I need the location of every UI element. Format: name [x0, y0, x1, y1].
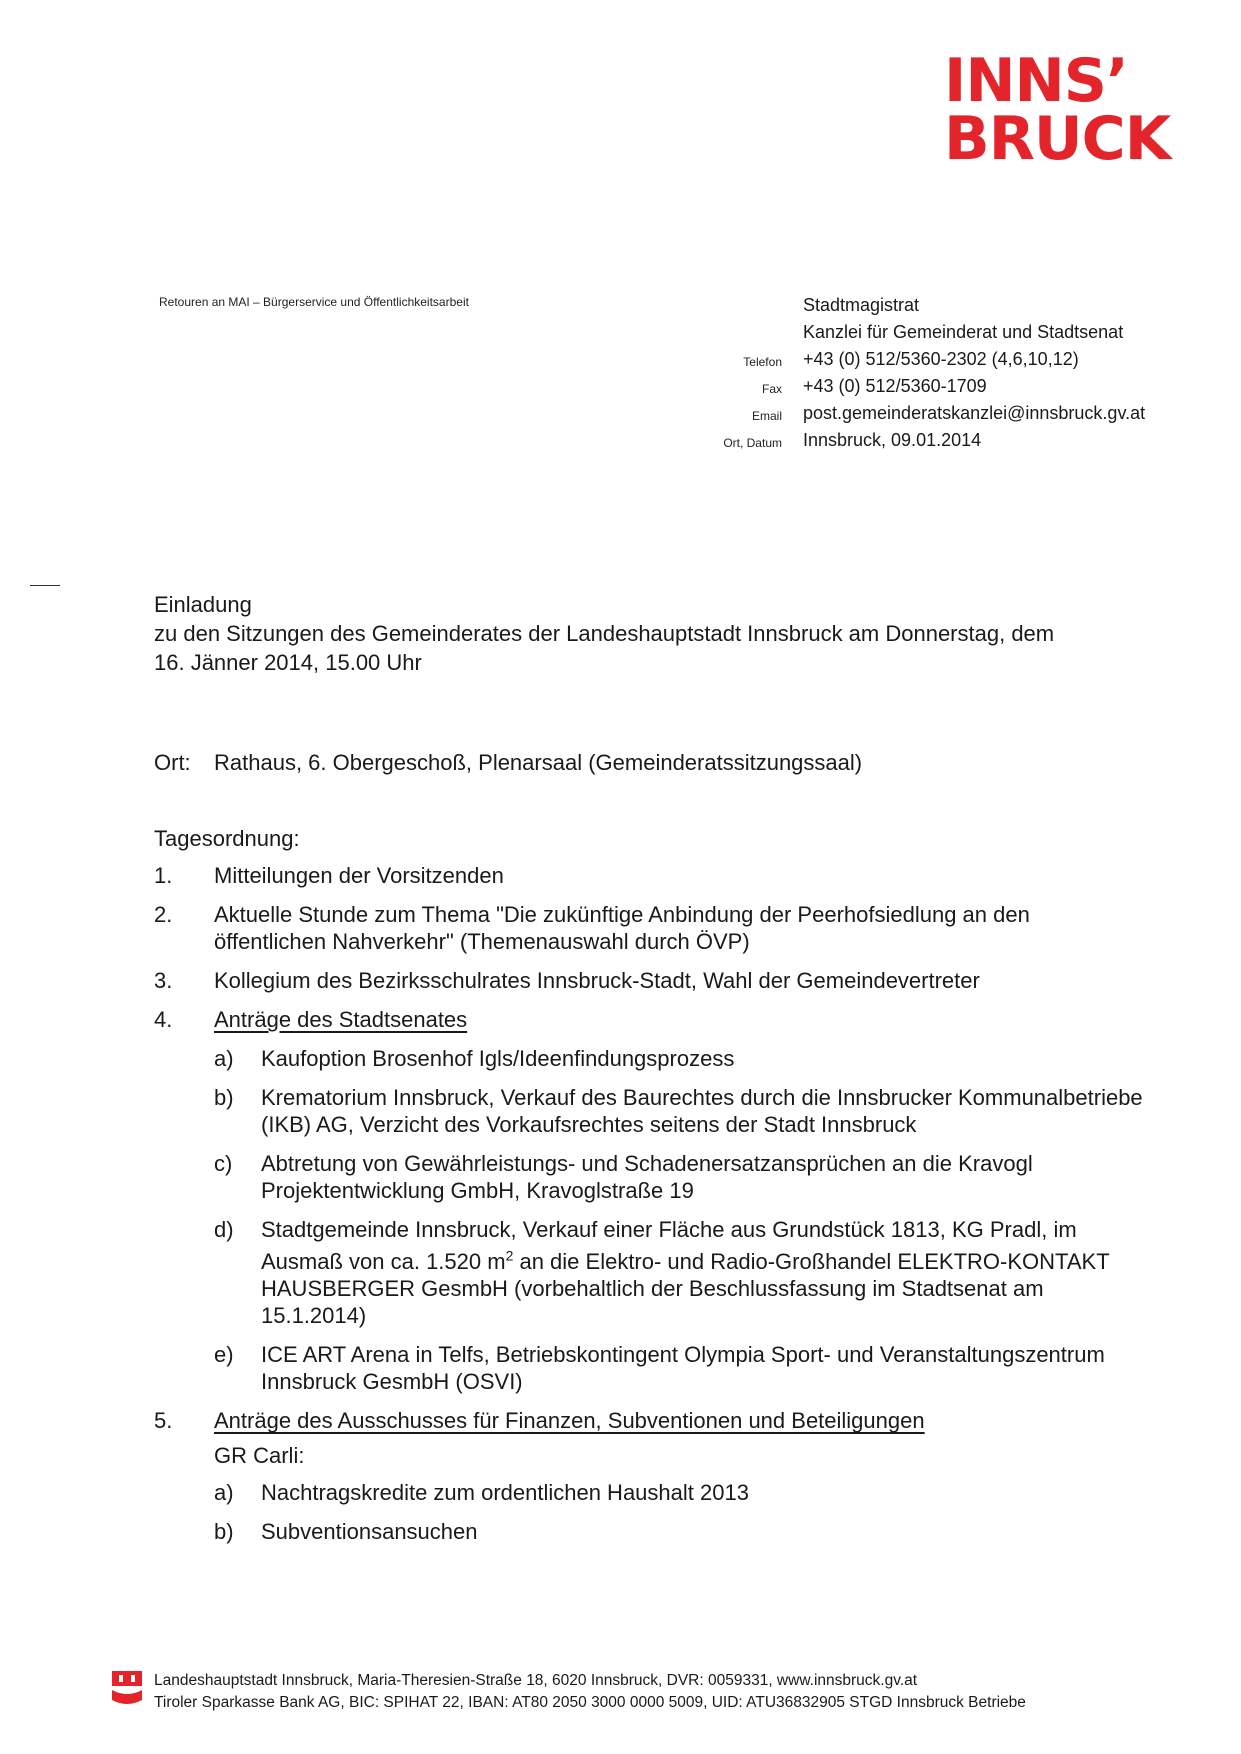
agenda-item-2 [154, 901, 1144, 955]
agenda-subitem-5a [154, 1479, 1144, 1506]
subitem-text: Nachtragskredite zum ordentlichen Haushalt 2013 [261, 1480, 749, 1506]
fax-label: Fax [761, 382, 782, 396]
contact-dept: Kanzlei für Gemeinderat und Stadtsenat [803, 322, 1124, 342]
contact-date: Innsbruck, 09.01.2014 [803, 430, 982, 450]
agenda-subitem-4a [154, 1045, 1144, 1072]
agenda-item-text: Aktuelle Stunde zum Thema "Die zukünftige Anbindung der Peerhofsiedlung an den öffentlichen Nahverkehr" (Themenauswahl durch ÖVP) [214, 902, 1030, 954]
email-label: Email [751, 409, 782, 423]
subitem-letter: c) [214, 1151, 233, 1176]
subitem-letter: b) [214, 1519, 234, 1545]
title-line-3: 16. Jänner 2014, 15.00 Uhr [154, 650, 422, 675]
footer-line-2: Tiroler Sparkasse Bank AG, BIC: SPIHAT 22, IBAN: AT80 2050 3000 0000 5009, UID: ATU36832905 STGD Innsbruck Betriebe [154, 1694, 1026, 1711]
agenda-item-number: 1. [154, 863, 173, 888]
title-line-2: zu den Sitzungen des Gemeinderates der Landeshauptstadt Innsbruck am Donnerstag, dem [154, 621, 1055, 646]
subitem-text: ICE ART Arena in Telfs, Betriebskontingent Olympia Sport- und Veranstaltungszentrum Innsbruck GesmbH (OSVI) [261, 1342, 1105, 1395]
logo-line-2: BRUCK [944, 104, 1171, 174]
agenda-subitem-4c [154, 1150, 1144, 1204]
agenda-subitem-4e [154, 1341, 1144, 1395]
agenda-item-number: 4. [154, 1007, 173, 1032]
subitem-letter: b) [214, 1085, 234, 1110]
agenda-item-number: 5. [154, 1408, 173, 1434]
invitation-title [154, 590, 1144, 677]
contact-org: Stadtmagistrat [803, 295, 920, 315]
agenda-item-number: 2. [154, 902, 173, 927]
agenda-item-text: Mitteilungen der Vorsitzenden [214, 863, 504, 888]
subitem-text: Abtretung von Gewährleistungs- und Schadenersatzansprüchen an die Kravogl Projektentwicklung GmbH, Kravoglstraße 19 [261, 1151, 1033, 1203]
meeting-location [154, 748, 862, 777]
contact-values [803, 292, 1145, 454]
date-label: Ort, Datum [723, 436, 782, 450]
subitem-letter: e) [214, 1342, 234, 1368]
return-address: Retouren an MAI – Bürgerservice und Öffentlichkeitsarbeit [159, 295, 469, 309]
fold-mark [30, 585, 60, 586]
agenda-subitem-5b [154, 1518, 1144, 1545]
city-crest-icon [110, 1668, 144, 1708]
location-value: Rathaus, 6. Obergeschoß, Plenarsaal (Gemeinderatssitzungssaal) [214, 750, 863, 775]
footer [154, 1670, 1026, 1714]
footer-line-1: Landeshauptstadt Innsbruck, Maria-Theresien-Straße 18, 6020 Innsbruck, DVR: 0059331, www.innsbruck.gv.at [154, 1672, 918, 1689]
agenda-item-number: 3. [154, 968, 173, 993]
title-line-1: Einladung [154, 592, 252, 617]
subitem-letter: a) [214, 1480, 234, 1506]
telefon-label: Telefon [743, 355, 782, 369]
location-label: Ort: [154, 750, 191, 775]
agenda-heading: Tagesordnung: [154, 826, 300, 851]
contact-email: post.gemeinderatskanzlei@innsbruck.gv.at [803, 403, 1146, 423]
subitem-letter: d) [214, 1217, 234, 1242]
innsbruck-logo [944, 46, 1190, 174]
contact-labels [690, 292, 782, 454]
agenda-item-text: Anträge des Stadtsenates [214, 1007, 468, 1032]
agenda [154, 825, 1144, 1557]
agenda-item-text: Anträge des Ausschusses für Finanzen, Subventionen und Beteiligungen [214, 1408, 925, 1434]
contact-fax: +43 (0) 512/5360-1709 [803, 376, 987, 396]
agenda-subitem-4d [154, 1216, 1144, 1329]
subitem-text: Kaufoption Brosenhof Igls/Ideenfindungsprozess [261, 1046, 735, 1071]
superscript: 2 [505, 1248, 514, 1264]
subitem-text: Krematorium Innsbruck, Verkauf des Baurechtes durch die Innsbrucker Kommunalbetriebe (IKB) AG, Verzicht des Vorkaufsrechtes seitens der Stadt Innsbruck [261, 1085, 1143, 1137]
subitem-text: Stadtgemeinde Innsbruck, Verkauf einer Fläche aus Grundstück 1813, KG Pradl, im Ausmaß von ca. 1.520 $m^2$ an die Elektro- und Radio-Großhandel ELEKTRO-KONTAKT HAUSBERGER GesmbH (vorbehaltlich der Beschlussfassung im Stadtsenat am 15.1.2014) [261, 1217, 1110, 1329]
logo-line-1: INNS’ [944, 46, 1128, 116]
agenda-subitem-4b [154, 1084, 1144, 1138]
agenda-item-5 [154, 1407, 1144, 1434]
contact-telefon: +43 (0) 512/5360-2302 (4,6,10,12) [803, 349, 1079, 369]
agenda-speaker: GR Carli: [214, 1443, 305, 1469]
agenda-item-text: Kollegium des Bezirksschulrates Innsbruck-Stadt, Wahl der Gemeindevertreter [214, 968, 980, 993]
agenda-item-1 [154, 862, 1144, 889]
agenda-item-4 [154, 1006, 1144, 1033]
subitem-letter: a) [214, 1046, 234, 1071]
subitem-text: Subventionsansuchen [261, 1519, 478, 1545]
agenda-item-3 [154, 967, 1144, 994]
